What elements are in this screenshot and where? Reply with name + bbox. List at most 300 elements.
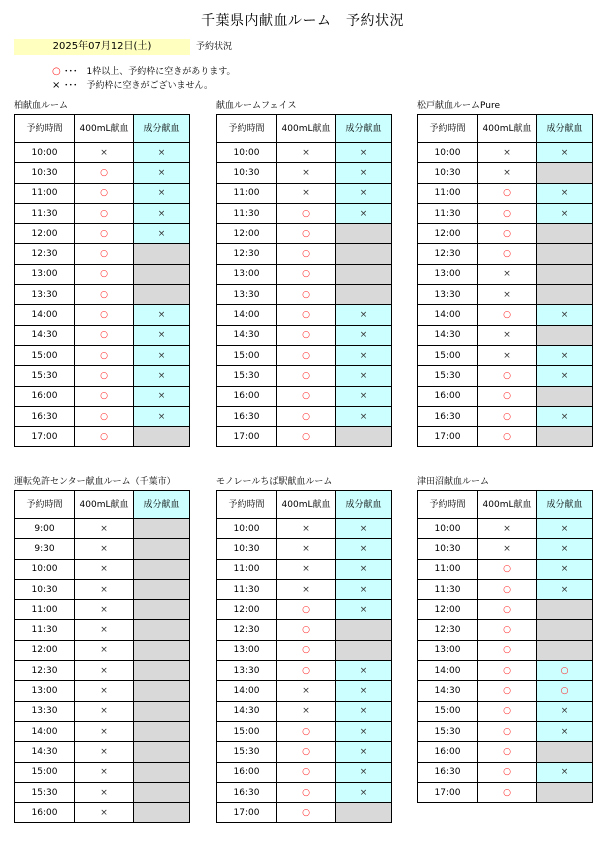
col-header-component: 成分献血 — [336, 115, 392, 143]
whole-blood-status-cell: × — [277, 163, 336, 183]
time-cell: 12:30 — [418, 244, 478, 264]
col-header-component: 成分献血 — [134, 115, 190, 143]
component-status-cell: × — [336, 345, 392, 365]
table-row — [15, 701, 190, 721]
component-status-cell: ○ — [537, 661, 593, 681]
whole-blood-status-cell: × — [75, 803, 134, 823]
room-name: 松戸献血ルームPure — [417, 101, 501, 111]
component-status-cell: × — [336, 163, 392, 183]
table-row — [15, 386, 190, 406]
component-status-cell: × — [134, 406, 190, 426]
time-cell: 14:00 — [217, 681, 277, 701]
whole-blood-status-cell: ○ — [277, 325, 336, 345]
col-header-component: 成分献血 — [537, 115, 593, 143]
time-cell: 10:00 — [217, 143, 277, 163]
whole-blood-status-cell: ○ — [478, 406, 537, 426]
whole-blood-status-cell: ○ — [75, 244, 134, 264]
whole-blood-status-cell: ○ — [478, 742, 537, 762]
time-cell: 16:00 — [217, 762, 277, 782]
schedule-table — [216, 114, 392, 447]
room-panel — [14, 100, 190, 447]
table-row — [418, 264, 593, 284]
table-row — [15, 742, 190, 762]
room-panel — [417, 100, 593, 447]
time-cell: 15:30 — [217, 742, 277, 762]
table-row — [15, 163, 190, 183]
whole-blood-status-cell: ○ — [478, 244, 537, 264]
whole-blood-status-cell: × — [75, 762, 134, 782]
component-status-cell: × — [336, 782, 392, 802]
table-row — [418, 701, 593, 721]
whole-blood-status-cell: ○ — [277, 427, 336, 447]
table-row — [15, 244, 190, 264]
component-status-cell: ○ — [537, 681, 593, 701]
time-cell: 12:00 — [15, 640, 75, 660]
component-status-cell — [134, 803, 190, 823]
time-cell: 15:30 — [217, 366, 277, 386]
component-status-cell: × — [537, 539, 593, 559]
time-cell: 10:30 — [15, 163, 75, 183]
time-cell: 15:30 — [15, 366, 75, 386]
table-row — [418, 345, 593, 365]
header-row — [15, 115, 190, 143]
table-row — [217, 143, 392, 163]
component-status-cell: × — [336, 579, 392, 599]
component-status-cell: × — [537, 305, 593, 325]
schedule-table — [417, 490, 593, 803]
time-cell: 13:30 — [217, 661, 277, 681]
whole-blood-status-cell: × — [75, 681, 134, 701]
time-cell: 14:00 — [15, 305, 75, 325]
whole-blood-status-cell: ○ — [478, 183, 537, 203]
schedule-table — [14, 114, 190, 447]
room-name: 津田沼献血ルーム — [417, 477, 490, 487]
table-row — [217, 519, 392, 539]
whole-blood-status-cell: ○ — [478, 203, 537, 223]
whole-blood-status-cell: ○ — [277, 305, 336, 325]
whole-blood-status-cell: × — [277, 519, 336, 539]
time-cell: 14:30 — [217, 701, 277, 721]
component-status-cell — [336, 803, 392, 823]
table-row — [217, 183, 392, 203]
component-status-cell: × — [537, 519, 593, 539]
table-row — [15, 782, 190, 802]
whole-blood-status-cell: ○ — [75, 345, 134, 365]
time-cell: 15:30 — [418, 366, 478, 386]
time-cell: 15:30 — [418, 721, 478, 741]
table-row — [418, 782, 593, 802]
table-row — [418, 762, 593, 782]
component-status-cell: × — [537, 183, 593, 203]
table-row — [418, 600, 593, 620]
component-status-cell — [537, 600, 593, 620]
whole-blood-status-cell: ○ — [75, 264, 134, 284]
room-panel — [216, 476, 392, 823]
table-row — [418, 539, 593, 559]
component-status-cell: × — [336, 386, 392, 406]
legend-available — [52, 66, 236, 78]
component-status-cell: × — [134, 325, 190, 345]
table-row — [418, 620, 593, 640]
time-cell: 13:30 — [217, 285, 277, 305]
component-status-cell — [537, 285, 593, 305]
whole-blood-status-cell: ○ — [277, 366, 336, 386]
table-row — [418, 285, 593, 305]
col-header-time: 予約時間 — [15, 491, 75, 519]
component-status-cell — [537, 620, 593, 640]
whole-blood-status-cell: × — [277, 681, 336, 701]
whole-blood-status-cell: × — [478, 519, 537, 539]
whole-blood-status-cell: × — [277, 559, 336, 579]
time-cell: 12:30 — [418, 620, 478, 640]
time-cell: 11:00 — [217, 183, 277, 203]
whole-blood-status-cell: × — [75, 620, 134, 640]
time-cell: 11:00 — [217, 559, 277, 579]
component-status-cell: × — [134, 386, 190, 406]
table-row — [217, 762, 392, 782]
legend-full-text: ･･･ 予約枠に空きがございません。 — [64, 81, 214, 91]
component-status-cell — [537, 224, 593, 244]
component-status-cell: × — [336, 742, 392, 762]
time-cell: 10:00 — [217, 519, 277, 539]
time-cell: 11:30 — [15, 620, 75, 640]
whole-blood-status-cell: × — [478, 325, 537, 345]
time-cell: 10:30 — [217, 539, 277, 559]
component-status-cell — [336, 640, 392, 660]
component-status-cell: × — [537, 143, 593, 163]
page-title: 千葉県内献血ルーム 予約状況 — [201, 13, 404, 29]
room-name: 献血ルームフェイス — [216, 101, 297, 111]
whole-blood-status-cell: ○ — [478, 224, 537, 244]
table-row — [217, 600, 392, 620]
whole-blood-status-cell: ○ — [75, 203, 134, 223]
time-cell: 9:00 — [15, 519, 75, 539]
header-row — [418, 115, 593, 143]
time-cell: 14:30 — [15, 325, 75, 345]
time-cell: 14:30 — [217, 325, 277, 345]
time-cell: 13:30 — [15, 701, 75, 721]
whole-blood-status-cell: ○ — [478, 782, 537, 802]
component-status-cell — [134, 661, 190, 681]
table-row — [418, 721, 593, 741]
component-status-cell: × — [134, 163, 190, 183]
table-row — [418, 224, 593, 244]
table-row — [15, 366, 190, 386]
component-status-cell — [134, 559, 190, 579]
available-mark-icon: ○ — [52, 66, 61, 77]
whole-blood-status-cell: ○ — [277, 620, 336, 640]
whole-blood-status-cell: ○ — [277, 406, 336, 426]
col-header-400ml: 400mL献血 — [277, 491, 336, 519]
whole-blood-status-cell: ○ — [478, 559, 537, 579]
schedule-table — [417, 114, 593, 447]
component-status-cell — [134, 681, 190, 701]
time-cell: 15:30 — [15, 782, 75, 802]
time-cell: 10:00 — [15, 559, 75, 579]
time-cell: 10:00 — [418, 519, 478, 539]
room-panel — [216, 100, 392, 447]
component-status-cell: × — [336, 406, 392, 426]
component-status-cell: × — [134, 345, 190, 365]
component-status-cell — [336, 244, 392, 264]
table-row — [217, 406, 392, 426]
table-row — [15, 224, 190, 244]
room-name: モノレールちば駅献血ルーム — [216, 477, 333, 487]
whole-blood-status-cell: ○ — [75, 427, 134, 447]
whole-blood-status-cell: × — [478, 163, 537, 183]
time-cell: 13:00 — [15, 264, 75, 284]
room-panel — [417, 476, 593, 803]
whole-blood-status-cell: ○ — [478, 305, 537, 325]
component-status-cell — [537, 427, 593, 447]
whole-blood-status-cell: ○ — [277, 640, 336, 660]
component-status-cell — [336, 264, 392, 284]
whole-blood-status-cell: ○ — [478, 681, 537, 701]
table-row — [15, 305, 190, 325]
time-cell: 11:00 — [15, 600, 75, 620]
component-status-cell: × — [134, 203, 190, 223]
component-status-cell — [134, 620, 190, 640]
time-cell: 11:00 — [418, 183, 478, 203]
whole-blood-status-cell: ○ — [277, 224, 336, 244]
time-cell: 11:00 — [15, 183, 75, 203]
whole-blood-status-cell: ○ — [478, 721, 537, 741]
component-status-cell — [336, 285, 392, 305]
component-status-cell: × — [537, 366, 593, 386]
component-status-cell — [134, 721, 190, 741]
component-status-cell: × — [336, 143, 392, 163]
whole-blood-status-cell: ○ — [277, 203, 336, 223]
whole-blood-status-cell: ○ — [478, 640, 537, 660]
time-cell: 13:00 — [418, 640, 478, 660]
component-status-cell: × — [336, 681, 392, 701]
time-cell: 13:30 — [418, 285, 478, 305]
time-cell: 16:00 — [217, 386, 277, 406]
whole-blood-status-cell: ○ — [478, 620, 537, 640]
whole-blood-status-cell: × — [478, 345, 537, 365]
schedule-table — [216, 490, 392, 823]
table-row — [15, 559, 190, 579]
component-status-cell: × — [336, 325, 392, 345]
time-cell: 12:00 — [217, 600, 277, 620]
component-status-cell — [537, 782, 593, 802]
component-status-cell: × — [336, 539, 392, 559]
time-cell: 12:00 — [418, 600, 478, 620]
table-row — [217, 386, 392, 406]
table-row — [217, 579, 392, 599]
room-name: 運転免許センター献血ルーム（千葉市） — [14, 477, 176, 487]
time-cell: 12:30 — [15, 244, 75, 264]
time-cell: 14:00 — [15, 721, 75, 741]
table-row — [15, 640, 190, 660]
room-panel — [14, 476, 190, 823]
whole-blood-status-cell: × — [277, 143, 336, 163]
table-row — [15, 143, 190, 163]
time-cell: 10:30 — [418, 539, 478, 559]
table-row — [217, 305, 392, 325]
whole-blood-status-cell: ○ — [277, 264, 336, 284]
table-row — [418, 386, 593, 406]
whole-blood-status-cell: ○ — [277, 721, 336, 741]
component-status-cell — [134, 701, 190, 721]
component-status-cell — [336, 427, 392, 447]
component-status-cell — [134, 519, 190, 539]
time-cell: 12:30 — [15, 661, 75, 681]
date-highlight: 2025年07月12日(土) — [14, 39, 190, 55]
component-status-cell: × — [537, 579, 593, 599]
component-status-cell: × — [336, 559, 392, 579]
col-header-400ml: 400mL献血 — [277, 115, 336, 143]
legend-available-text: ･･･ 1枠以上、予約枠に空きがあります。 — [64, 67, 236, 77]
table-row — [15, 203, 190, 223]
whole-blood-status-cell: × — [75, 782, 134, 802]
component-status-cell: × — [336, 366, 392, 386]
whole-blood-status-cell: × — [75, 519, 134, 539]
time-cell: 13:00 — [217, 640, 277, 660]
whole-blood-status-cell: ○ — [478, 762, 537, 782]
table-row — [418, 519, 593, 539]
table-row — [15, 406, 190, 426]
whole-blood-status-cell: ○ — [277, 661, 336, 681]
table-row — [217, 661, 392, 681]
time-cell: 15:00 — [15, 345, 75, 365]
time-cell: 14:30 — [418, 681, 478, 701]
time-cell: 16:30 — [15, 406, 75, 426]
component-status-cell — [336, 224, 392, 244]
time-cell: 13:00 — [217, 264, 277, 284]
whole-blood-status-cell: × — [277, 701, 336, 721]
whole-blood-status-cell: ○ — [277, 244, 336, 264]
col-header-component: 成分献血 — [336, 491, 392, 519]
table-row — [217, 163, 392, 183]
whole-blood-status-cell: ○ — [75, 386, 134, 406]
table-row — [15, 519, 190, 539]
table-row — [15, 721, 190, 741]
col-header-time: 予約時間 — [217, 115, 277, 143]
table-row — [217, 701, 392, 721]
table-row — [418, 325, 593, 345]
time-cell: 12:30 — [217, 244, 277, 264]
time-cell: 11:30 — [15, 203, 75, 223]
table-row — [418, 661, 593, 681]
header-row — [217, 491, 392, 519]
whole-blood-status-cell: ○ — [277, 345, 336, 365]
whole-blood-status-cell: × — [277, 539, 336, 559]
component-status-cell: × — [537, 203, 593, 223]
time-cell: 11:30 — [217, 579, 277, 599]
whole-blood-status-cell: × — [75, 742, 134, 762]
table-row — [418, 244, 593, 264]
component-status-cell — [134, 427, 190, 447]
component-status-cell: × — [537, 721, 593, 741]
table-row — [217, 559, 392, 579]
legend-full — [52, 80, 213, 92]
component-status-cell: × — [134, 224, 190, 244]
table-row — [217, 285, 392, 305]
table-row — [217, 224, 392, 244]
component-status-cell: × — [134, 183, 190, 203]
table-row — [217, 427, 392, 447]
whole-blood-status-cell: × — [75, 661, 134, 681]
component-status-cell — [134, 285, 190, 305]
time-cell: 14:30 — [418, 325, 478, 345]
time-cell: 13:00 — [418, 264, 478, 284]
component-status-cell: × — [336, 600, 392, 620]
component-status-cell — [537, 244, 593, 264]
room-name: 柏献血ルーム — [14, 101, 69, 111]
whole-blood-status-cell: × — [75, 579, 134, 599]
time-cell: 15:00 — [418, 701, 478, 721]
whole-blood-status-cell: × — [75, 701, 134, 721]
time-cell: 10:00 — [418, 143, 478, 163]
whole-blood-status-cell: × — [75, 559, 134, 579]
table-row — [418, 559, 593, 579]
time-cell: 10:30 — [217, 163, 277, 183]
time-cell: 16:00 — [418, 742, 478, 762]
table-row — [217, 742, 392, 762]
table-row — [418, 366, 593, 386]
table-row — [15, 600, 190, 620]
col-header-time: 予約時間 — [217, 491, 277, 519]
whole-blood-status-cell: × — [277, 183, 336, 203]
component-status-cell — [134, 539, 190, 559]
component-status-cell: × — [134, 305, 190, 325]
component-status-cell: × — [537, 762, 593, 782]
time-cell: 12:00 — [418, 224, 478, 244]
full-mark-icon: × — [52, 80, 61, 91]
whole-blood-status-cell: ○ — [75, 183, 134, 203]
time-cell: 14:00 — [217, 305, 277, 325]
table-row — [217, 721, 392, 741]
time-cell: 17:00 — [217, 427, 277, 447]
whole-blood-status-cell: ○ — [75, 366, 134, 386]
table-row — [217, 539, 392, 559]
time-cell: 17:00 — [418, 782, 478, 802]
table-row — [418, 742, 593, 762]
table-row — [418, 406, 593, 426]
time-cell: 14:00 — [418, 661, 478, 681]
component-status-cell: × — [336, 305, 392, 325]
whole-blood-status-cell: ○ — [75, 163, 134, 183]
component-status-cell — [134, 762, 190, 782]
table-row — [418, 579, 593, 599]
component-status-cell — [134, 782, 190, 802]
col-header-component: 成分献血 — [134, 491, 190, 519]
header-row — [217, 115, 392, 143]
col-header-400ml: 400mL献血 — [478, 115, 537, 143]
whole-blood-status-cell: ○ — [478, 366, 537, 386]
whole-blood-status-cell: ○ — [277, 762, 336, 782]
component-status-cell — [537, 163, 593, 183]
component-status-cell — [134, 579, 190, 599]
col-header-400ml: 400mL献血 — [478, 491, 537, 519]
component-status-cell: × — [134, 143, 190, 163]
table-row — [217, 782, 392, 802]
whole-blood-status-cell: ○ — [277, 285, 336, 305]
time-cell: 15:00 — [15, 762, 75, 782]
col-header-component: 成分献血 — [537, 491, 593, 519]
time-cell: 17:00 — [217, 803, 277, 823]
table-row — [15, 345, 190, 365]
time-cell: 11:30 — [418, 579, 478, 599]
whole-blood-status-cell: × — [75, 143, 134, 163]
table-row — [217, 366, 392, 386]
table-row — [15, 285, 190, 305]
component-status-cell: × — [134, 366, 190, 386]
component-status-cell — [537, 264, 593, 284]
whole-blood-status-cell: × — [478, 539, 537, 559]
col-header-400ml: 400mL献血 — [75, 115, 134, 143]
